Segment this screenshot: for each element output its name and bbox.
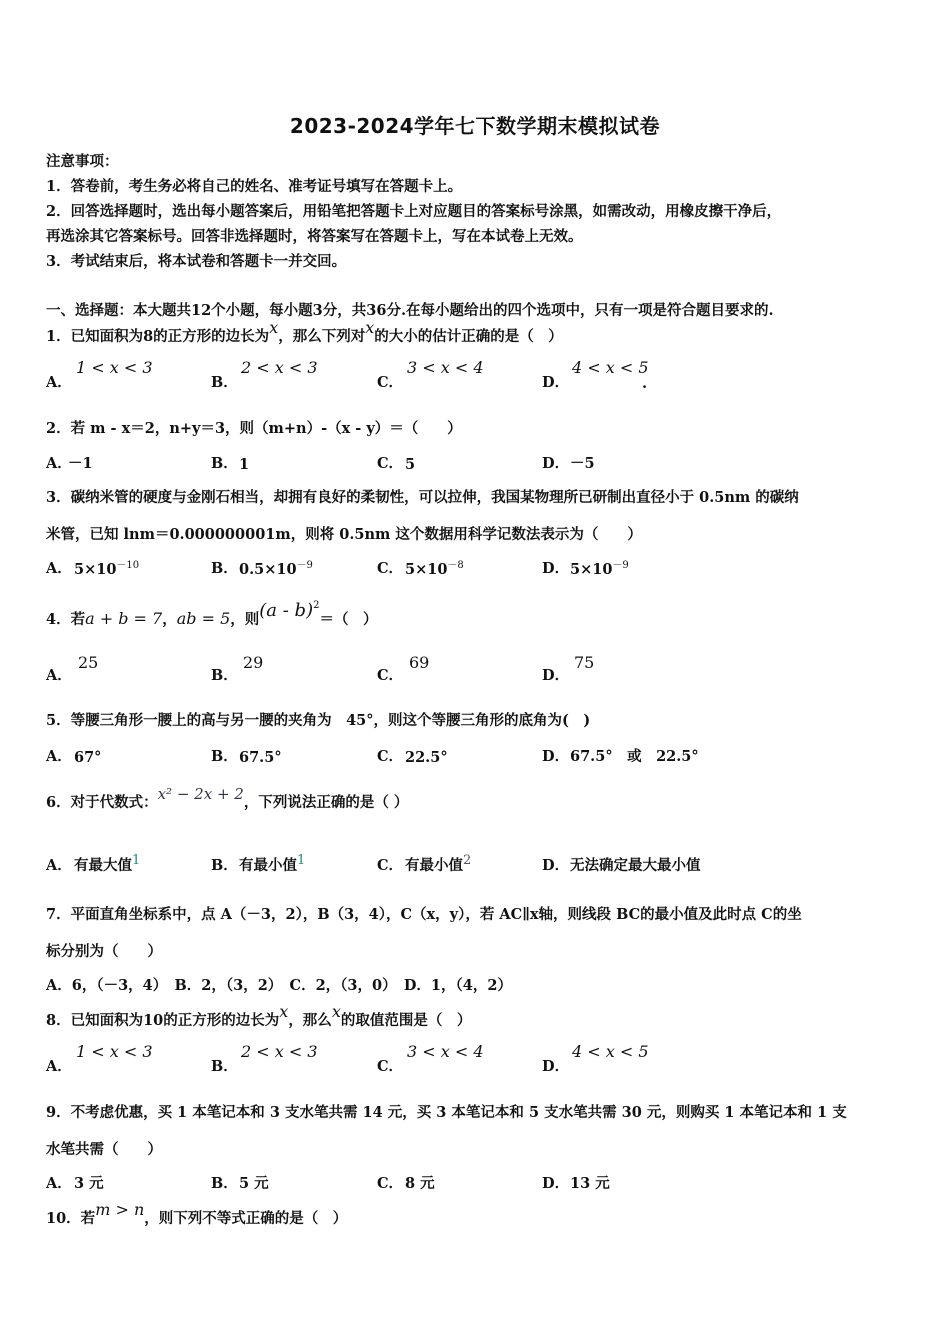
question-9-stem: 9．不考虑优惠，买 1 本笔记本和 3 支水笔共需 14 元，买 3 本笔记本和 5 支水笔共需 30 元，则购买 1 本笔记本和 1 支 bbox=[46, 1104, 847, 1121]
question-4-options: A． 25 B． 29 C． 69 D． 75 bbox=[46, 653, 595, 684]
question-8-stem: 8．已知面积为10的正方形的边长为x，那么x的取值范围是（ ） bbox=[46, 1002, 472, 1029]
expr-m-gt-n: m > n bbox=[95, 1200, 145, 1219]
var-x: x bbox=[331, 1002, 341, 1021]
question-3-options: A． $5\times 10^{-10}$ B． $0.5\times 10^{-9}$ C． $5\times 10^{-8}$ D． $5\times 10^{-9}$ bbox=[46, 560, 629, 578]
question-5-stem: 5．等腰三角形一腰上的高与另一腰的夹角为 45°，则这个等腰三角形的底角为( ) bbox=[46, 712, 591, 729]
option-d: D． 4 < x < 5 . bbox=[542, 358, 649, 392]
notice-item-2-cont: 再选涂其它答案标号。回答非选择题时，将答案写在答题卡上，写在本试卷上无效。 bbox=[46, 228, 583, 245]
question-9-stem-cont: 水笔共需（ ） bbox=[46, 1141, 162, 1158]
question-8-options: A． 1 < x < 3 B． 2 < x < 3 C． 3 < x < 4 D． 4 < x < 5 bbox=[46, 1042, 649, 1075]
section-heading: 一、选择题：本大题共12个小题，每小题3分，共36分.在每小题给出的四个选项中，只有一项是符合题目要求的. bbox=[46, 302, 774, 319]
question-2-stem: 2．若 m - x＝2，n+y＝3，则（m+n）-（x - y）＝（ ） bbox=[46, 420, 462, 437]
question-4-stem: 4．若a + b = 7，ab = 5，则(a - b)$^2$＝（ ） bbox=[46, 599, 378, 628]
expr-a-plus-b: a + b = 7 bbox=[85, 608, 163, 628]
question-2-options: A． －1 B． 1 C． 5 D． －5 bbox=[46, 455, 595, 473]
expr-ab: ab = 5 bbox=[176, 608, 231, 628]
var-x: x bbox=[269, 318, 279, 337]
question-5-options: A． 67° B． 67.5° C． 22.5° D． 67.5° 或 22.5° bbox=[46, 748, 699, 766]
notice-item-2: 2．回答选择题时，选出每小题答案后，用铅笔把答题卡上对应题目的答案标号涂黑，如需改动，用橡皮擦干净后， bbox=[46, 203, 782, 220]
question-7-stem: 7．平面直角坐标系中，点 A（－3，2），B（3，4），C（x，y），若 AC∥x轴，则线段 BC的最小值及此时点 C的坐 bbox=[46, 906, 802, 923]
notice-heading: 注意事项： bbox=[46, 153, 119, 170]
question-1-stem: 1．已知面积为8的正方形的边长为x，那么下列对x的大小的估计正确的是（ ） bbox=[46, 318, 563, 345]
notice-item-3: 3．考试结束后，将本试卷和答题卡一并交回。 bbox=[46, 253, 347, 270]
question-6-options: A． 有最大值1 B． 有最小值1 C． 有最小值2 D． 无法确定最大最小值 bbox=[46, 853, 701, 874]
page-title: 2023-2024学年七下数学期末模拟试卷 bbox=[289, 114, 661, 138]
question-7-options: A．6，（－3，4） B．2，（3，2） C．2，（3，0） D．1，（4，2） bbox=[46, 977, 512, 994]
expr-a-minus-b: (a - b) bbox=[259, 599, 314, 621]
question-7-stem-cont: 标分别为（ ） bbox=[46, 943, 162, 960]
question-9-options: A． 3 元 B． 5 元 C． 8 元 D． 13 元 bbox=[46, 1175, 610, 1192]
notice-item-1: 1．答卷前，考生务必将自己的姓名、准考证号填写在答题卡上。 bbox=[46, 178, 463, 195]
question-3-stem-cont: 米管，已知 lnm＝0.000000001m，则将 0.5nm 这个数据用科学记数法表示为（ ） bbox=[46, 526, 642, 543]
question-6-stem: 6．对于代数式：x² − 2x + 2，下列说法正确的是（ ） bbox=[46, 785, 409, 811]
question-1-options: A． 1 < x < 3 B． 2 < x < 3 C． 3 < x < 4 D． 4 < x < 5 . bbox=[46, 352, 906, 392]
question-10-stem: 10．若m > n，则下列不等式正确的是（ ） bbox=[46, 1200, 348, 1227]
expr-quadratic: x² − 2x + 2 bbox=[157, 785, 244, 803]
var-x: x bbox=[365, 318, 375, 337]
var-x: x bbox=[279, 1002, 289, 1021]
question-3-stem: 3．碳纳米管的硬度与金刚石相当，却拥有良好的柔韧性，可以拉伸，我国某物理所已研制出直径小于 0.5nm 的碳纳 bbox=[46, 489, 799, 506]
